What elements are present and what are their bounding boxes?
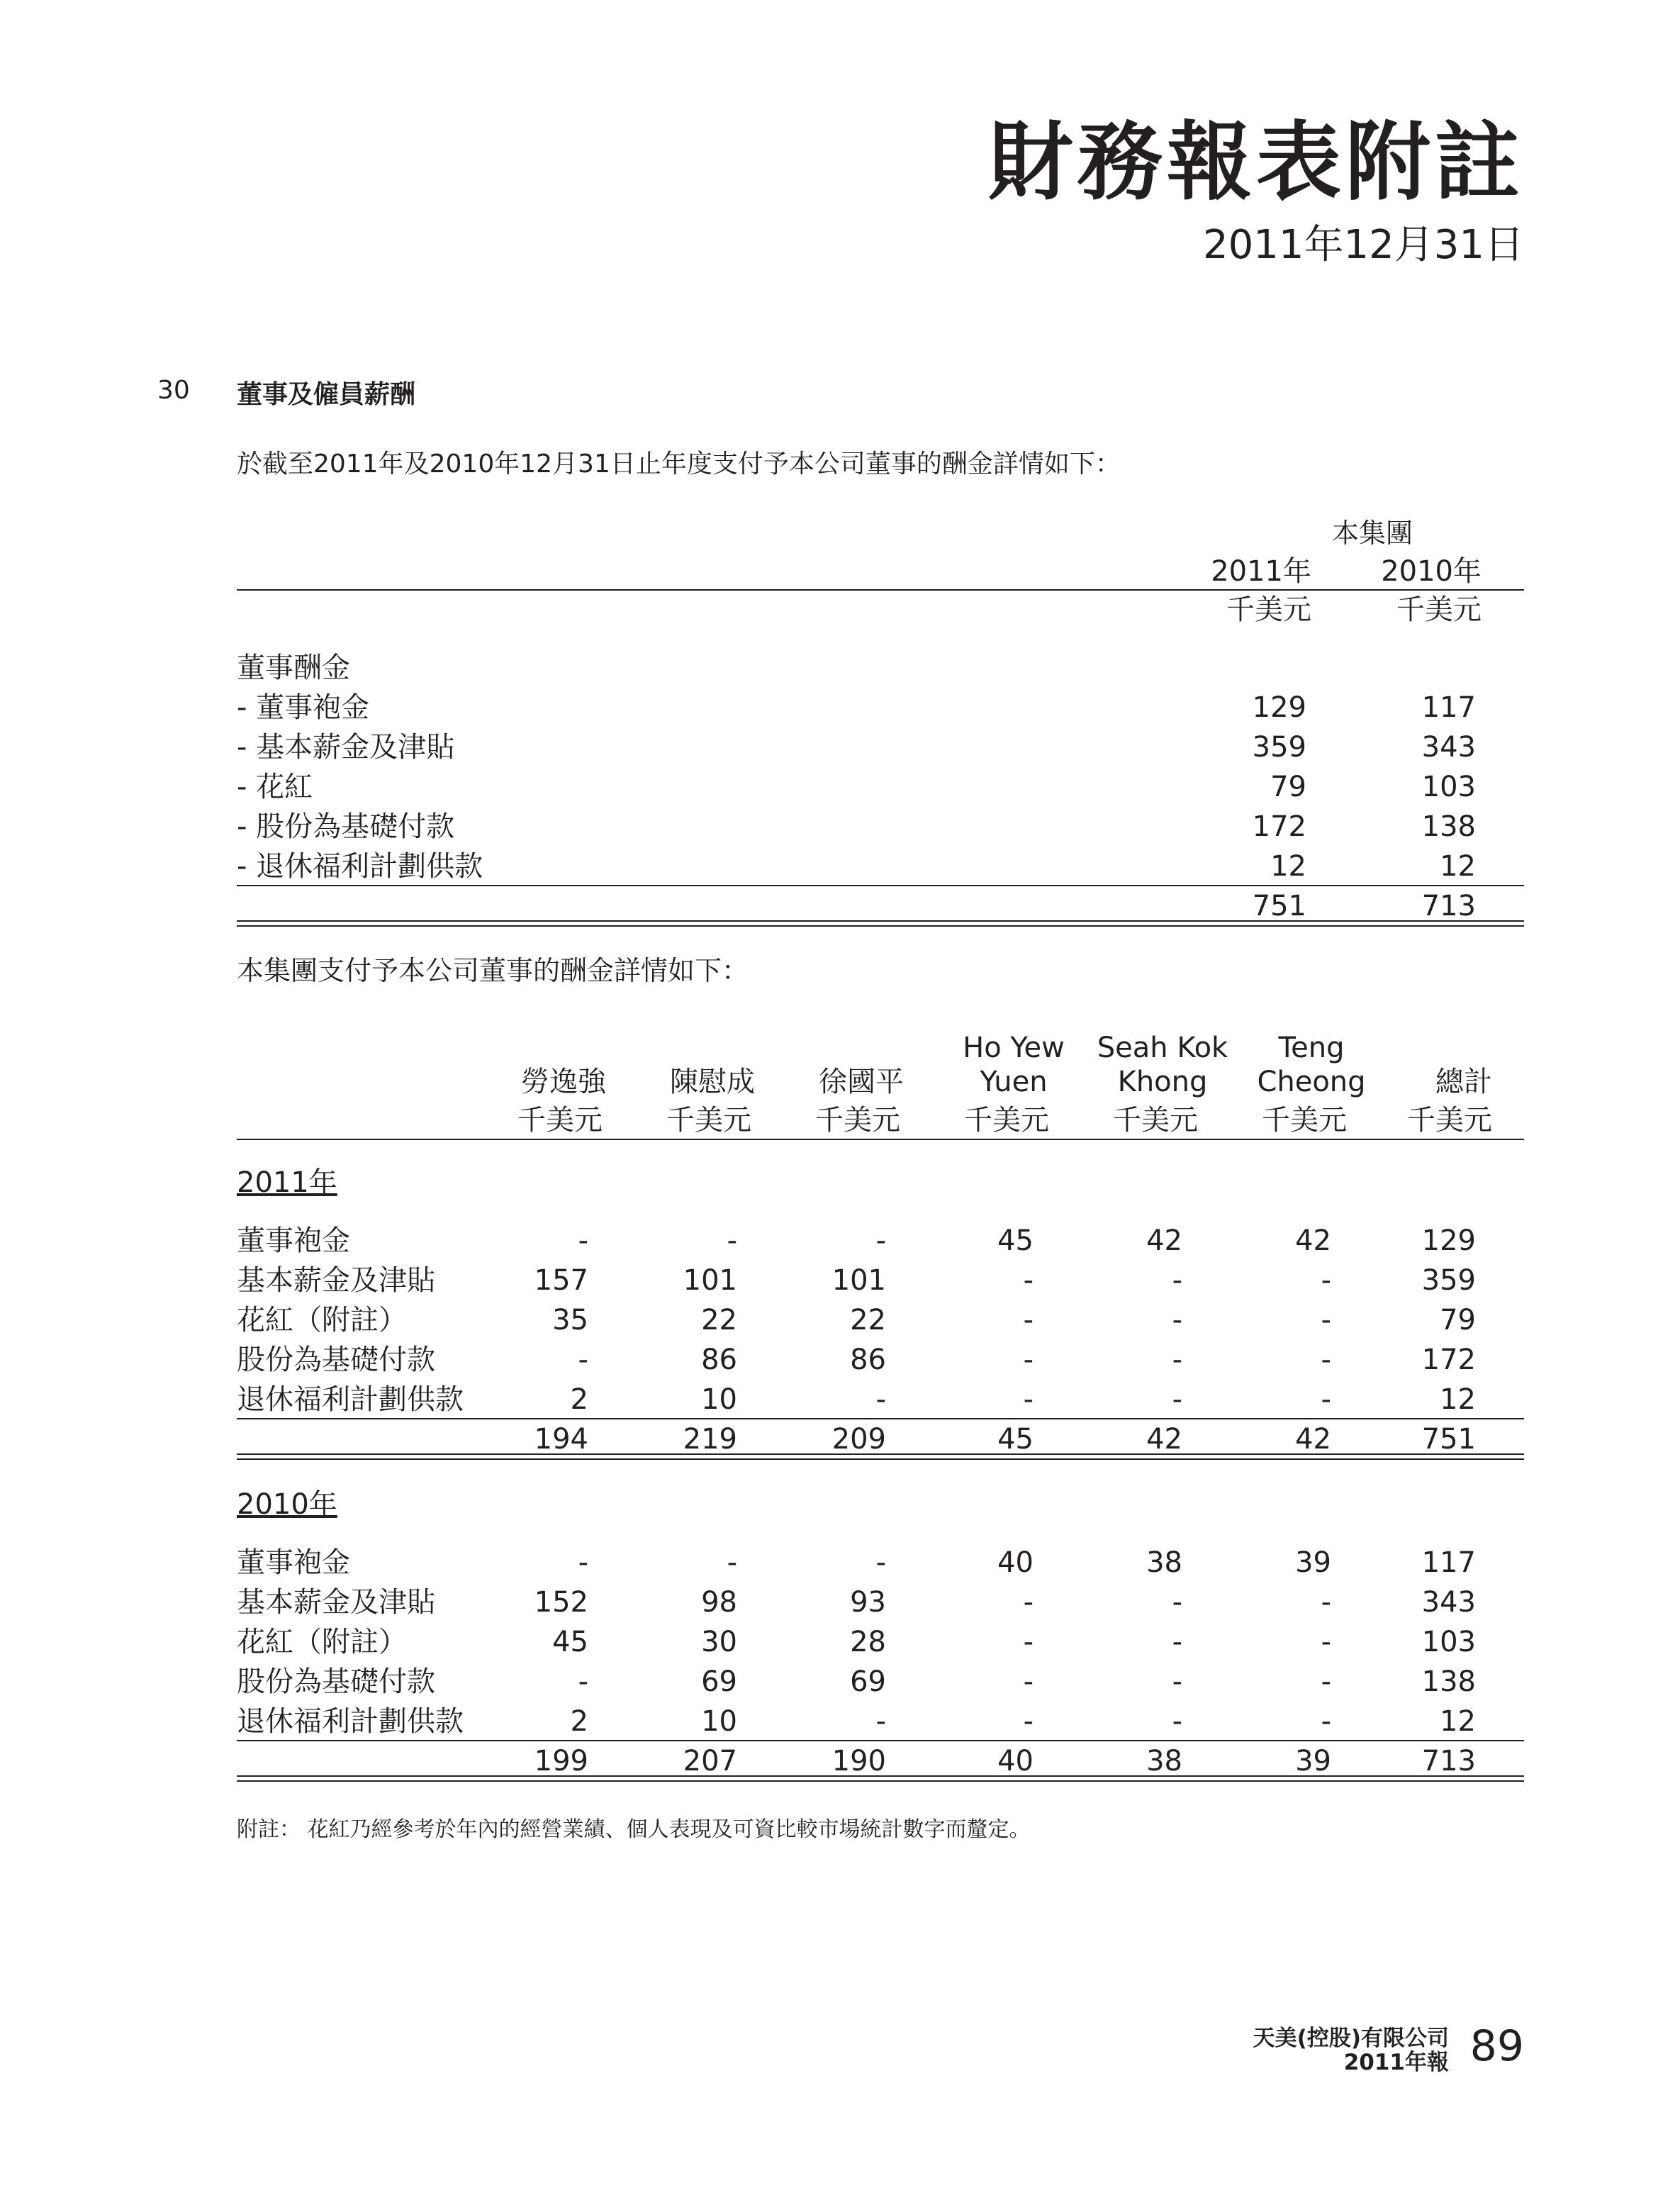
value-cell: 86 — [850, 1344, 886, 1376]
value-cell: 2 — [570, 1705, 588, 1738]
value-cell: 69 — [850, 1665, 886, 1698]
total-2011: 751 — [1252, 890, 1306, 922]
col-header-unit: 千美元 — [1113, 1104, 1198, 1137]
header-rule — [237, 589, 1524, 591]
value-cell: 101 — [831, 1264, 886, 1297]
total-cell: 39 — [1295, 1745, 1331, 1777]
page-date: 2011年12月31日 — [1202, 222, 1524, 268]
col-unit-2010: 千美元 — [1396, 593, 1482, 626]
value-cell: 69 — [701, 1665, 737, 1698]
value-cell: - — [1172, 1586, 1182, 1619]
value-cell: - — [578, 1546, 588, 1579]
col-header-name: Yuen — [980, 1066, 1048, 1098]
company-name: 天美(控股)有限公司 — [1253, 2026, 1449, 2051]
section-title: 董事及僱員薪酬 — [237, 380, 416, 409]
value-2010: 103 — [1421, 771, 1476, 803]
total-cell: 751 — [1421, 1423, 1476, 1456]
row-label: 股份為基礎付款 — [237, 1665, 435, 1698]
year-label-2011: 2011年 — [237, 1166, 337, 1199]
value-cell: - — [1321, 1586, 1331, 1619]
value-cell: - — [875, 1705, 886, 1738]
header-rule — [237, 1139, 1524, 1140]
value-cell: 101 — [683, 1264, 737, 1297]
total-cell: 45 — [997, 1423, 1034, 1456]
col-header-name: 徐國平 — [819, 1066, 904, 1098]
value-cell: - — [1321, 1665, 1331, 1698]
value-cell: 93 — [850, 1586, 886, 1619]
value-cell: - — [1023, 1665, 1034, 1698]
row-label: 花紅（附註） — [237, 1626, 407, 1658]
col-header-unit: 千美元 — [666, 1104, 751, 1137]
value-cell: 30 — [701, 1626, 737, 1658]
total-cell: 207 — [683, 1745, 737, 1777]
total-cell: 42 — [1146, 1423, 1182, 1456]
page-title: 財務報表附註 — [988, 113, 1524, 212]
total-cell: 38 — [1146, 1745, 1182, 1777]
value-cell: - — [1172, 1344, 1182, 1376]
subtotal-rule — [237, 1740, 1524, 1741]
total-cell: 194 — [534, 1423, 588, 1456]
value-cell: - — [1023, 1264, 1034, 1297]
value-cell: - — [1321, 1626, 1331, 1658]
total-cell: 713 — [1421, 1745, 1476, 1777]
value-cell: 39 — [1295, 1546, 1331, 1579]
group-label: 本集團 — [1331, 518, 1413, 549]
col-header-unit: 千美元 — [964, 1104, 1049, 1137]
row-label: 董事袍金 — [237, 1546, 350, 1579]
value-cell: - — [1321, 1304, 1331, 1336]
total-cell: 42 — [1295, 1423, 1331, 1456]
row-label: - 董事袍金 — [237, 691, 370, 724]
value-cell: - — [1023, 1626, 1034, 1658]
value-cell: 22 — [701, 1304, 737, 1336]
value-cell: 86 — [701, 1344, 737, 1376]
value-cell: - — [1023, 1586, 1034, 1619]
value-2011: 12 — [1270, 850, 1306, 883]
value-cell: - — [1023, 1344, 1034, 1376]
col-unit-2011: 千美元 — [1226, 593, 1311, 626]
value-cell: 22 — [850, 1304, 886, 1336]
col-year-2010: 2010年 — [1381, 555, 1482, 588]
value-cell: 152 — [534, 1586, 588, 1619]
value-cell: - — [1172, 1383, 1182, 1416]
value-cell: - — [1321, 1344, 1331, 1376]
value-cell: 35 — [552, 1304, 588, 1336]
col-header-name: 陳慰成 — [670, 1066, 755, 1098]
row-label: 退休福利計劃供款 — [237, 1383, 464, 1416]
value-cell: - — [578, 1224, 588, 1257]
row-label: 股份為基礎付款 — [237, 1344, 435, 1376]
value-cell: 12 — [1440, 1705, 1476, 1738]
report-title: 2011年報 — [1343, 2050, 1449, 2076]
total-cell: 199 — [534, 1745, 588, 1777]
value-2010: 343 — [1421, 731, 1476, 764]
value-cell: 10 — [701, 1383, 737, 1416]
row-label: 退休福利計劃供款 — [237, 1705, 464, 1738]
row-label: - 股份為基礎付款 — [237, 810, 455, 843]
section-number: 30 — [157, 376, 190, 405]
value-cell: 42 — [1146, 1224, 1182, 1257]
page-number: 89 — [1469, 2021, 1524, 2071]
row-label: 基本薪金及津貼 — [237, 1586, 435, 1619]
year-label-2010: 2010年 — [237, 1488, 337, 1521]
value-cell: 28 — [850, 1626, 886, 1658]
value-cell: - — [1023, 1705, 1034, 1738]
value-cell: - — [875, 1383, 886, 1416]
total-double-rule — [237, 920, 1524, 927]
value-cell: 79 — [1440, 1304, 1476, 1336]
row-label: - 花紅 — [237, 771, 313, 803]
row-label: - 基本薪金及津貼 — [237, 731, 455, 764]
value-cell: - — [578, 1665, 588, 1698]
subtotal-rule — [237, 1418, 1524, 1419]
value-cell: 2 — [570, 1383, 588, 1416]
value-cell: - — [1172, 1264, 1182, 1297]
value-cell: 129 — [1421, 1224, 1476, 1257]
table2-intro: 本集團支付予本公司董事的酬金詳情如下： — [237, 955, 749, 986]
col-header-line1: Ho Yew — [963, 1032, 1065, 1064]
value-cell: - — [1321, 1264, 1331, 1297]
row-label: 基本薪金及津貼 — [237, 1264, 435, 1297]
total-cell: 209 — [831, 1423, 886, 1456]
value-cell: - — [578, 1344, 588, 1376]
row-label: 花紅（附註） — [237, 1304, 407, 1336]
total-cell: 219 — [683, 1423, 737, 1456]
row-label: 董事袍金 — [237, 1224, 350, 1257]
col-header-unit: 千美元 — [815, 1104, 900, 1137]
value-cell: 40 — [997, 1546, 1034, 1579]
col-year-2011: 2011年 — [1211, 555, 1311, 588]
value-cell: - — [1172, 1626, 1182, 1658]
value-cell: - — [1172, 1705, 1182, 1738]
value-cell: 157 — [534, 1264, 588, 1297]
col-header-name: 勞逸強 — [521, 1066, 606, 1098]
value-cell: - — [1172, 1665, 1182, 1698]
value-cell: 38 — [1146, 1546, 1182, 1579]
value-cell: 172 — [1421, 1344, 1476, 1376]
value-2010: 117 — [1421, 691, 1476, 724]
footer-company-block — [1253, 2026, 1449, 2075]
value-cell: 42 — [1295, 1224, 1331, 1257]
value-2011: 359 — [1252, 731, 1306, 764]
value-cell: - — [875, 1546, 886, 1579]
value-cell: 12 — [1440, 1383, 1476, 1416]
col-header-line1: Seah Kok — [1097, 1032, 1228, 1064]
value-cell: - — [1172, 1304, 1182, 1336]
value-cell: 343 — [1421, 1586, 1476, 1619]
col-header-unit: 千美元 — [1407, 1104, 1492, 1137]
value-2011: 129 — [1252, 691, 1306, 724]
value-cell: - — [1023, 1383, 1034, 1416]
subtotal-rule — [237, 885, 1524, 886]
col-header-name: Khong — [1117, 1066, 1208, 1098]
value-cell: - — [1321, 1705, 1331, 1738]
value-cell: - — [875, 1224, 886, 1257]
value-cell: 117 — [1421, 1546, 1476, 1579]
value-cell: 98 — [701, 1586, 737, 1619]
value-cell: 45 — [552, 1626, 588, 1658]
col-header-name: Cheong — [1257, 1066, 1366, 1098]
value-cell: 359 — [1421, 1264, 1476, 1297]
section-label: 董事酬金 — [237, 652, 350, 684]
col-header-unit: 千美元 — [517, 1104, 603, 1137]
total-double-rule — [237, 1775, 1524, 1782]
row-label: - 退休福利計劃供款 — [237, 850, 483, 883]
col-header-unit: 千美元 — [1262, 1104, 1347, 1137]
value-cell: 103 — [1421, 1626, 1476, 1658]
value-2010: 138 — [1421, 810, 1476, 843]
col-header-line1: Teng — [1278, 1032, 1345, 1064]
value-cell: - — [1023, 1304, 1034, 1336]
col-header-total: 總計 — [1435, 1066, 1492, 1098]
value-2010: 12 — [1440, 850, 1476, 883]
total-cell: 190 — [831, 1745, 886, 1777]
value-2011: 79 — [1270, 771, 1306, 803]
value-cell: - — [727, 1224, 737, 1257]
footnote: 附註： 花紅乃經參考於年內的經營業績、個人表現及可資比較市場統計數字而釐定。 — [237, 1817, 1031, 1842]
value-2011: 172 — [1252, 810, 1306, 843]
section-intro: 於截至2011年及2010年12月31日止年度支付予本公司董事的酬金詳情如下： — [237, 450, 1121, 479]
value-cell: - — [727, 1546, 737, 1579]
value-cell: - — [1321, 1383, 1331, 1416]
value-cell: 138 — [1421, 1665, 1476, 1698]
value-cell: 10 — [701, 1705, 737, 1738]
total-double-rule — [237, 1453, 1524, 1460]
total-cell: 40 — [997, 1745, 1034, 1777]
total-2010: 713 — [1421, 890, 1476, 922]
value-cell: 45 — [997, 1224, 1034, 1257]
